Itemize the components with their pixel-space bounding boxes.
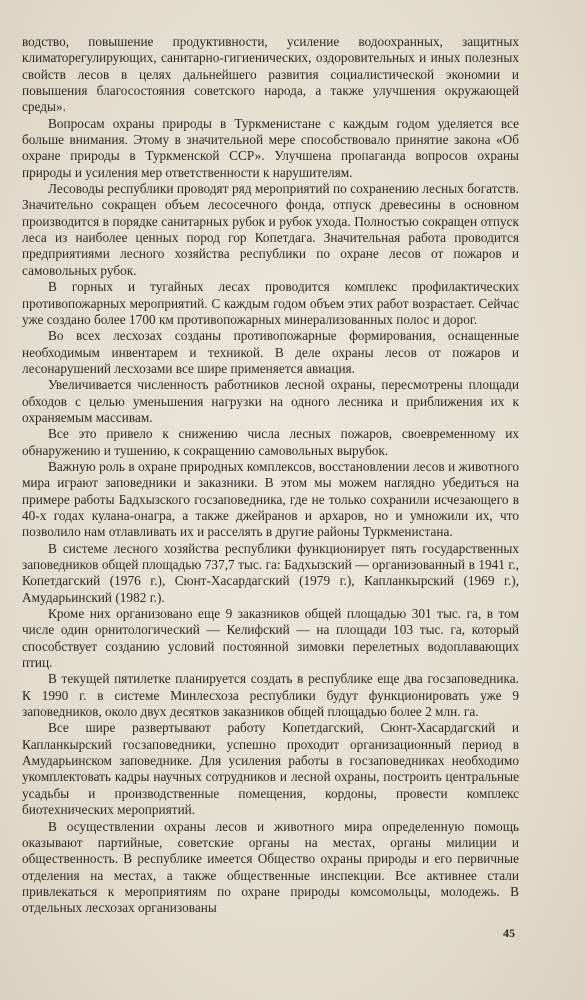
paragraph-10: Кроме них организовано еще 9 заказников общей площадью 301 тыс. га, в том числе один орнитологический — Келифский — на площади 103 тыс. га, который способствует созданию условий постоянной зимовки перелетных водоплавающих птиц. bbox=[22, 606, 519, 671]
body-text bbox=[22, 34, 519, 917]
paragraph-5: Во всех лесхозах созданы противопожарные формирования, оснащенные необходимым инвентарем и техникой. В деле охраны лесов от пожаров и лесонарушений лесхозами все шире применяется авиация. bbox=[22, 328, 519, 376]
paragraph-6: Увеличивается численность работников лесной охраны, пересмотрены площади обходов с целью уменьшения нагрузки на одного лесника и приближения их к охраняемым массивам. bbox=[22, 377, 519, 425]
paragraph-2: Вопросам охраны природы в Туркменистане с каждым годом уделяется все больше внимания. Этому в значительной мере способствовало принятие закона «Об охране природы в Туркменской ССР». Улучшена пропаганда вопросов охраны природы и усиления мер ответственности к нарушителям. bbox=[22, 115, 519, 180]
paragraph-4: В горных и тугайных лесах проводится комплекс профилактических противопожарных мероприятий. С каждым годом объем этих работ возрастает. Сейчас уже создано более 1700 км противопожарных минерализованных полос и дорог. bbox=[22, 279, 519, 327]
paragraph-7: Все это привело к снижению числа лесных пожаров, своевременному их обнаружению и тушению, к сокращению самовольных вырубок. bbox=[22, 426, 519, 458]
paragraph-11: В текущей пятилетке планируется создать в республике еще два госзаповедника. К 1990 г. в системе Минлесхоза республики будут функционировать уже 9 заповедников, около двух десятков заказников общей площадью более 2 млн. га. bbox=[22, 671, 519, 720]
paragraph-12: Все шире развертывают работу Копетдагский, Сюнт-Хасардагский и Капланкырский госзаповедники, успешно проходит организационный период в Амударьинском заповеднике. Для усиления работы в госзаповедниках необходимо укомплектовать кадры научных сотрудников и лесной охраны, построить центральные усадьбы и производственные помещения, кордоны, провести комплекс биотехнических мероприятий. bbox=[22, 720, 519, 818]
paragraph-13: В осуществлении охраны лесов и животного мира определенную помощь оказывают партийные, советские органы на местах, органы милиции и общественность. В республике имеется Общество охраны природы и его первичные отделения на местах, а также общественные инспекции. Все активнее стали привлекаться к мероприятиям по охране природы комсомольцы, молодежь. В отдельных лесхозах организованы bbox=[22, 818, 519, 916]
paragraph-8: Важную роль в охране природных комплексов, восстановлении лесов и животного мира играют заповедники и заказники. В этом мы можем наглядно убедиться на примере работы Бадхызского госзаповедника, где не только сохранили исчезающего в 40-х годах кулана-онагра, а также джейранов и архаров, но и умножили их, что позволило нам отлавливать их и расселять в другие районы Туркменистана. bbox=[22, 458, 519, 540]
paragraph-1: водство, повышение продуктивности, усиление водоохранных, защитных климаторегулирующих, санитарно-гигиенических, оздоровительных и иных полезных свойств лесов в целях дальнейшего развития социалистической экономии и повышения благосостояния советского народа, а также улучшения окружающей среды». bbox=[22, 34, 519, 115]
paragraph-3: Лесоводы республики проводят ряд мероприятий по сохранению лесных богатств. Значительно сокращен объем лесосечного фонда, отпуск древесины в основном производится в порядке санитарных рубок и рубок ухода. Полностью сокращен отпуск леса из наиболее ценных пород гор Копетдага. Значительная работа проводится предприятиями лесного хозяйства республики по охране лесов от пожаров и самовольных рубок. bbox=[22, 181, 519, 278]
page-number: 45 bbox=[503, 926, 515, 940]
paragraph-9: В системе лесного хозяйства республики функционирует пять государственных заповедников общей площадью 737,7 тыс. га: Бадхызский — организованный в 1941 г., Копетдагский (1976 г.), Сюнт-Хасардагский (1979 г.), Капланкырский (1969 г.), Амударьинский (1982 г.). bbox=[22, 540, 519, 605]
